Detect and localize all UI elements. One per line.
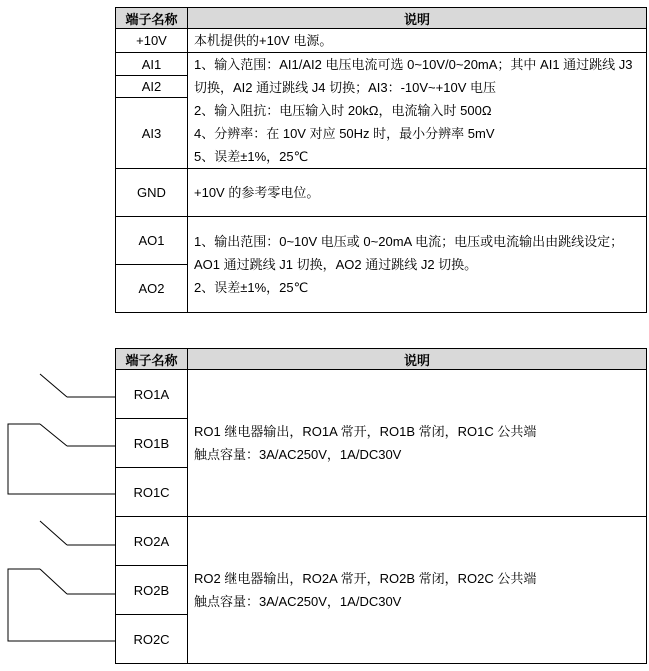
terminal-ai2: AI2 (116, 76, 188, 98)
desc-10v: 本机提供的+10V 电源。 (188, 29, 647, 53)
desc-analog-output (188, 217, 647, 313)
relay2-capacity: 触点容量：3A/AC250V，1A/DC30V (194, 594, 402, 609)
analog-input-range: 1、输入范围：AI1/AI2 电压电流可选 0~10V/0~20mA；其中 AI1 通过跳线 J3 切换，AI2 通过跳线 J4 切换；AI3：-10V~+10V 电压 (194, 57, 633, 95)
relay1-function: RO1 继电器输出，RO1A 常开，RO1B 常闭，RO1C 公共端 (194, 424, 537, 439)
terminal-ao2: AO2 (116, 265, 188, 313)
terminal-ro1a: RO1A (116, 370, 188, 419)
header-terminal-name: 端子名称 (116, 8, 188, 29)
analog-input-impedance: 2、输入阻抗：电压输入时 20kΩ，电流输入时 500Ω (194, 103, 492, 118)
terminal-ro2b: RO2B (116, 566, 188, 615)
desc-relay1 (188, 370, 647, 517)
relay-terminal-table (115, 348, 647, 664)
relay1-capacity: 触点容量：3A/AC250V，1A/DC30V (194, 447, 402, 462)
table-row (116, 29, 647, 53)
desc-gnd: +10V 的参考零电位。 (188, 169, 647, 217)
terminal-ro1c: RO1C (116, 468, 188, 517)
ro2-switch-arm (40, 521, 67, 545)
terminal-10v: +10V (116, 29, 188, 53)
table-row (116, 517, 647, 566)
ro1b-contact-arm (40, 424, 67, 446)
table-row (116, 53, 647, 76)
terminal-ai1: AI1 (116, 53, 188, 76)
table-header-row (116, 349, 647, 370)
desc-relay2 (188, 517, 647, 664)
ro2-common-bus (8, 569, 115, 641)
terminal-ao1: AO1 (116, 217, 188, 265)
desc-analog-input (188, 53, 647, 169)
analog-output-range: 1、输出范围：0~10V 电压或 0~20mA 电流；电压或电流输出由跳线设定；AO1 通过跳线 J1 切换，AO2 通过跳线 J2 切换。 (194, 234, 624, 272)
table-header-row (116, 8, 647, 29)
analog-terminal-table (115, 7, 647, 313)
terminal-ro1b: RO1B (116, 419, 188, 468)
ro2b-contact-arm (40, 569, 67, 594)
terminal-ro2a: RO2A (116, 517, 188, 566)
terminal-ai3: AI3 (116, 98, 188, 169)
analog-input-error: 5、误差±1%，25℃ (194, 149, 309, 164)
analog-input-resolution: 4、分辨率：在 10V 对应 50Hz 时，最小分辨率 5mV (194, 126, 495, 141)
header-description: 说明 (188, 349, 647, 370)
table-row (116, 370, 647, 419)
table-row (116, 217, 647, 265)
ro1-common-bus (8, 424, 115, 494)
table-row (116, 169, 647, 217)
relay2-function: RO2 继电器输出，RO2A 常开，RO2B 常闭，RO2C 公共端 (194, 571, 537, 586)
header-description: 说明 (188, 8, 647, 29)
header-terminal-name: 端子名称 (116, 349, 188, 370)
terminal-ro2c: RO2C (116, 615, 188, 664)
analog-output-error: 2、误差±1%，25℃ (194, 280, 309, 295)
terminal-gnd: GND (116, 169, 188, 217)
ro1-switch-arm (40, 374, 67, 397)
